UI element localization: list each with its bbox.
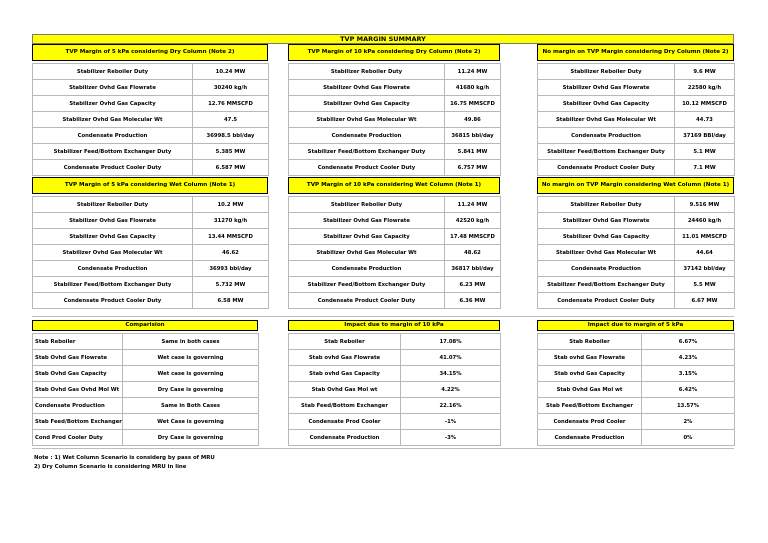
table-row xyxy=(538,382,735,398)
table-row xyxy=(289,64,501,80)
row-value: 11.24 MW xyxy=(445,197,501,213)
row-value: 11.01 MMSCFD xyxy=(675,229,735,245)
table-row xyxy=(33,350,259,366)
row-label: Stabilizer Ovhd Gas Molecular Wt xyxy=(538,245,675,261)
table-row xyxy=(33,229,269,245)
row-value: 2% xyxy=(642,414,735,430)
row-label: Condensate Production xyxy=(538,261,675,277)
row-value: 10.2 MW xyxy=(193,197,269,213)
row-value: 3.15% xyxy=(642,366,735,382)
table-row xyxy=(538,213,735,229)
row-value: 22580 kg/h xyxy=(675,80,735,96)
row-value: 22.16% xyxy=(401,398,501,414)
row-value: 11.24 MW xyxy=(445,64,501,80)
note-2: 2) Dry Column Scenario is considering MRU in line xyxy=(34,464,187,470)
dry-nomargin-header: No margin on TVP Margin considering Dry Column (Note 2) xyxy=(537,44,734,61)
row-label: Stab Reboiler xyxy=(33,334,123,350)
row-value: 44.73 xyxy=(675,112,735,128)
table-row xyxy=(289,128,501,144)
table-row xyxy=(289,229,501,245)
table-row xyxy=(289,334,501,350)
table-row xyxy=(538,430,735,446)
row-value: 10.24 MW xyxy=(193,64,269,80)
row-value: 36998.5 bbl/day xyxy=(193,128,269,144)
row-value: 6.67% xyxy=(642,334,735,350)
table-row xyxy=(33,382,259,398)
row-label: Stab ovhd Gas Flowrate xyxy=(289,350,401,366)
table-row xyxy=(33,213,269,229)
row-label: Stabilizer Ovhd Gas Flowrate xyxy=(538,213,675,229)
table-row xyxy=(33,160,269,176)
row-value: 12.76 MMSCFD xyxy=(193,96,269,112)
row-label: Stab Feed/Bottom Exchanger xyxy=(289,398,401,414)
table-row xyxy=(538,245,735,261)
row-label: Stabilizer Ovhd Gas Molecular Wt xyxy=(538,112,675,128)
table-row xyxy=(33,144,269,160)
comparison-table xyxy=(32,333,259,446)
row-label: Stabilizer Feed/Bottom Exchanger Duty xyxy=(538,277,675,293)
row-value: Same in both cases xyxy=(123,334,259,350)
row-label: Stab Reboiler xyxy=(538,334,642,350)
row-label: Stab Feed/Bottom Exchanger xyxy=(538,398,642,414)
table-row xyxy=(289,197,501,213)
row-value: 49.86 xyxy=(445,112,501,128)
row-value: 4.23% xyxy=(642,350,735,366)
row-value: -3% xyxy=(401,430,501,446)
row-value: 6.42% xyxy=(642,382,735,398)
row-value: 16.75 MMSCFD xyxy=(445,96,501,112)
row-value: 6.67 MW xyxy=(675,293,735,309)
row-label: Stabilizer Ovhd Gas Molecular Wt xyxy=(33,245,193,261)
row-label: Stab Ovhd Gas Mol wt xyxy=(538,382,642,398)
row-value: 17.48 MMSCFD xyxy=(445,229,501,245)
row-label: Cond Prod Cooler Duty xyxy=(33,430,123,446)
dry-5kpa-table xyxy=(32,63,269,176)
table-row xyxy=(538,350,735,366)
row-value: 9.6 MW xyxy=(675,64,735,80)
table-row xyxy=(33,366,259,382)
row-label: Stab ovhd Gas Flowrate xyxy=(538,350,642,366)
row-label: Condensate Prod Cooler xyxy=(289,414,401,430)
row-value: 10.12 MMSCFD xyxy=(675,96,735,112)
row-label: Stab Reboiler xyxy=(289,334,401,350)
row-value: 36815 bbl/day xyxy=(445,128,501,144)
row-value: 36817 bbl/day xyxy=(445,261,501,277)
row-label: Condensate Product Cooler Duty xyxy=(538,293,675,309)
row-label: Condensate Production xyxy=(538,128,675,144)
table-row xyxy=(33,430,259,446)
table-row xyxy=(33,414,259,430)
table-row xyxy=(289,382,501,398)
row-label: Condensate Product Cooler Duty xyxy=(33,293,193,309)
table-row xyxy=(538,144,735,160)
row-value: 5.732 MW xyxy=(193,277,269,293)
row-label: Condensate Product Cooler Duty xyxy=(289,293,445,309)
row-label: Stabilizer Reboiler Duty xyxy=(289,64,445,80)
row-label: Stabilizer Ovhd Gas Capacity xyxy=(289,229,445,245)
table-row xyxy=(289,112,501,128)
row-value: 36993 bbl/day xyxy=(193,261,269,277)
table-row xyxy=(33,80,269,96)
row-label: Condensate Production xyxy=(538,430,642,446)
table-row xyxy=(538,128,735,144)
row-value: 13.57% xyxy=(642,398,735,414)
table-row xyxy=(289,160,501,176)
table-row xyxy=(538,160,735,176)
row-value: 17.08% xyxy=(401,334,501,350)
row-label: Stabilizer Feed/Bottom Exchanger Duty xyxy=(289,144,445,160)
row-label: Stabilizer Ovhd Gas Molecular Wt xyxy=(289,112,445,128)
row-label: Stabilizer Ovhd Gas Flowrate xyxy=(538,80,675,96)
summary-title: TVP MARGIN SUMMARY xyxy=(32,34,734,44)
row-value: 30240 kg/h xyxy=(193,80,269,96)
row-value: 6.23 MW xyxy=(445,277,501,293)
table-row xyxy=(33,261,269,277)
impact-10kpa-header: Impact due to margin of 10 kPa xyxy=(288,320,500,331)
table-row xyxy=(289,245,501,261)
impact-10kpa-table xyxy=(288,333,501,446)
row-value: Wet case is governing xyxy=(123,366,259,382)
row-label: Condensate Prod Cooler xyxy=(538,414,642,430)
table-row xyxy=(538,261,735,277)
table-row xyxy=(33,64,269,80)
row-value: 6.58 MW xyxy=(193,293,269,309)
row-label: Condensate Production xyxy=(33,398,123,414)
wet-5kpa-table xyxy=(32,196,269,309)
row-value: 5.5 MW xyxy=(675,277,735,293)
table-row xyxy=(289,430,501,446)
row-label: Condensate Production xyxy=(33,128,193,144)
row-label: Stabilizer Ovhd Gas Capacity xyxy=(33,96,193,112)
row-value: 6.36 MW xyxy=(445,293,501,309)
row-label: Stabilizer Ovhd Gas Flowrate xyxy=(33,80,193,96)
row-label: Stabilizer Ovhd Gas Molecular Wt xyxy=(33,112,193,128)
row-label: Stabilizer Ovhd Gas Flowrate xyxy=(33,213,193,229)
row-label: Stab Ovhd Gas Capacity xyxy=(33,366,123,382)
row-label: Stab ovhd Gas Capacity xyxy=(538,366,642,382)
row-label: Stabilizer Feed/Bottom Exchanger Duty xyxy=(33,277,193,293)
row-value: 6.587 MW xyxy=(193,160,269,176)
dry-5kpa-header: TVP Margin of 5 kPa considering Dry Column (Note 2) xyxy=(32,44,268,61)
table-row xyxy=(33,128,269,144)
impact-5kpa-header: Impact due to margin of 5 kPa xyxy=(537,320,734,331)
table-row xyxy=(538,277,735,293)
table-row xyxy=(33,398,259,414)
row-label: Stabilizer Ovhd Gas Capacity xyxy=(538,229,675,245)
row-label: Stabilizer Reboiler Duty xyxy=(538,197,675,213)
row-label: Stabilizer Ovhd Gas Capacity xyxy=(33,229,193,245)
row-value: 24460 kg/h xyxy=(675,213,735,229)
table-row xyxy=(33,112,269,128)
row-value: -1% xyxy=(401,414,501,430)
table-row xyxy=(538,64,735,80)
table-row xyxy=(33,277,269,293)
table-row xyxy=(538,366,735,382)
row-label: Stab Feed/Bottom Exchanger xyxy=(33,414,123,430)
table-row xyxy=(289,144,501,160)
row-label: Stabilizer Ovhd Gas Capacity xyxy=(289,96,445,112)
row-value: 5.1 MW xyxy=(675,144,735,160)
row-value: 0% xyxy=(642,430,735,446)
row-value: 9.516 MW xyxy=(675,197,735,213)
table-row xyxy=(33,334,259,350)
row-label: Stabilizer Feed/Bottom Exchanger Duty xyxy=(33,144,193,160)
dry-nomargin-table xyxy=(537,63,735,176)
note-1: Note : 1) Wet Column Scenario is considerg by pass of MRU xyxy=(34,455,215,461)
table-row xyxy=(289,398,501,414)
row-value: 42520 kg/h xyxy=(445,213,501,229)
row-value: Wet case is governing xyxy=(123,350,259,366)
row-label: Stabilizer Feed/Bottom Exchanger Duty xyxy=(289,277,445,293)
row-value: 37142 bbl/day xyxy=(675,261,735,277)
wet-nomargin-header: No margin on TVP Margin considering Wet Column (Note 1) xyxy=(537,177,734,194)
table-row xyxy=(33,245,269,261)
row-value: 48.62 xyxy=(445,245,501,261)
row-value: 34.15% xyxy=(401,366,501,382)
row-value: Dry Case is governing xyxy=(123,382,259,398)
row-label: Stabilizer Reboiler Duty xyxy=(538,64,675,80)
row-label: Stab Ovhd Gas Mol wt xyxy=(289,382,401,398)
row-label: Stabilizer Reboiler Duty xyxy=(33,197,193,213)
wet-10kpa-header: TVP Margin of 10 kPa considering Wet Column (Note 1) xyxy=(288,177,500,194)
row-value: 31270 kg/h xyxy=(193,213,269,229)
table-row xyxy=(538,112,735,128)
row-label: Condensate Production xyxy=(289,430,401,446)
impact-5kpa-table xyxy=(537,333,735,446)
row-value: 46.62 xyxy=(193,245,269,261)
table-row xyxy=(289,366,501,382)
table-row xyxy=(289,213,501,229)
row-value: Same in Both Cases xyxy=(123,398,259,414)
row-label: Condensate Product Cooler Duty xyxy=(538,160,675,176)
row-value: 41680 kg/h xyxy=(445,80,501,96)
row-label: Stab Ovhd Gas Ovhd Mol Wt xyxy=(33,382,123,398)
row-value: 5.841 MW xyxy=(445,144,501,160)
table-row xyxy=(289,277,501,293)
row-value: 5.385 MW xyxy=(193,144,269,160)
table-row xyxy=(538,80,735,96)
table-row xyxy=(289,350,501,366)
row-label: Condensate Production xyxy=(33,261,193,277)
row-label: Stabilizer Feed/Bottom Exchanger Duty xyxy=(538,144,675,160)
row-label: Stabilizer Ovhd Gas Flowrate xyxy=(289,80,445,96)
row-label: Condensate Production xyxy=(289,128,445,144)
row-label: Stab ovhd Gas Capacity xyxy=(289,366,401,382)
table-row xyxy=(538,334,735,350)
dry-10kpa-table xyxy=(288,63,501,176)
row-label: Stabilizer Ovhd Gas Flowrate xyxy=(289,213,445,229)
row-label: Stabilizer Reboiler Duty xyxy=(289,197,445,213)
row-label: Stabilizer Ovhd Gas Molecular Wt xyxy=(289,245,445,261)
row-label: Condensate Production xyxy=(289,261,445,277)
row-label: Condensate Product Cooler Duty xyxy=(289,160,445,176)
row-value: 37169 BBl/day xyxy=(675,128,735,144)
table-row xyxy=(289,261,501,277)
row-value: 7.1 MW xyxy=(675,160,735,176)
divider xyxy=(32,316,734,317)
row-label: Condensate Product Cooler Duty xyxy=(33,160,193,176)
comparison-header: Comparision xyxy=(32,320,258,331)
table-row xyxy=(289,293,501,309)
row-value: 4.22% xyxy=(401,382,501,398)
row-value: 47.5 xyxy=(193,112,269,128)
table-row xyxy=(538,229,735,245)
table-row xyxy=(289,96,501,112)
dry-10kpa-header: TVP Margin of 10 kPa considering Dry Column (Note 2) xyxy=(288,44,500,61)
row-value: 41.07% xyxy=(401,350,501,366)
row-value: Dry Case is governing xyxy=(123,430,259,446)
row-value: 6.757 MW xyxy=(445,160,501,176)
table-row xyxy=(538,96,735,112)
divider xyxy=(32,448,734,449)
table-row xyxy=(538,293,735,309)
wet-nomargin-table xyxy=(537,196,735,309)
table-row xyxy=(538,414,735,430)
table-row xyxy=(33,96,269,112)
table-row xyxy=(33,293,269,309)
wet-5kpa-header: TVP Margin of 5 kPa considering Wet Column (Note 1) xyxy=(32,177,268,194)
table-row xyxy=(538,398,735,414)
table-row xyxy=(289,414,501,430)
row-value: 44.64 xyxy=(675,245,735,261)
row-value: Wet Case is governing xyxy=(123,414,259,430)
row-value: 13.44 MMSCFD xyxy=(193,229,269,245)
table-row xyxy=(289,80,501,96)
table-row xyxy=(33,197,269,213)
row-label: Stab Ovhd Gas Flowrate xyxy=(33,350,123,366)
wet-10kpa-table xyxy=(288,196,501,309)
row-label: Stabilizer Ovhd Gas Capacity xyxy=(538,96,675,112)
table-row xyxy=(538,197,735,213)
row-label: Stabilizer Reboiler Duty xyxy=(33,64,193,80)
